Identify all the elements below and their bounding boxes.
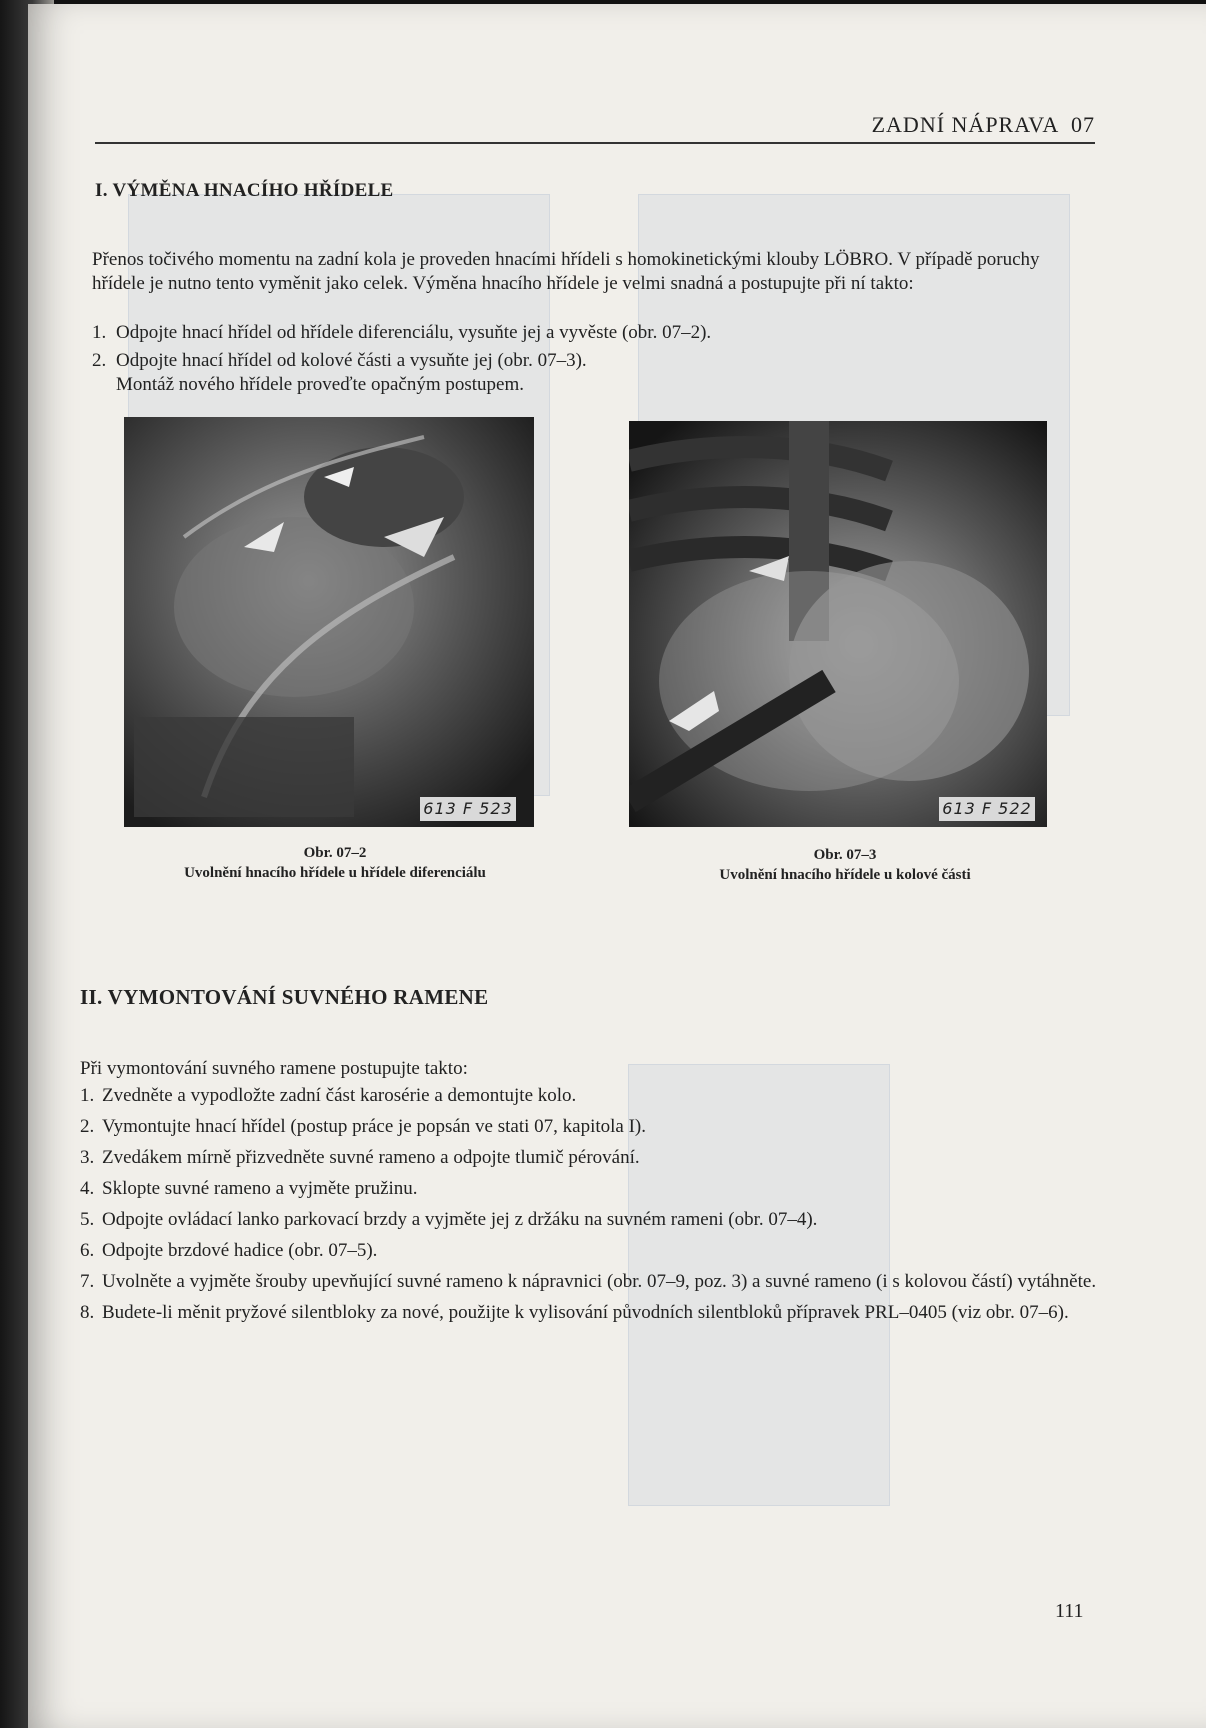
step-number: 1. <box>92 322 107 343</box>
step-text: Odpojte brzdové hadice (obr. 07–5). <box>102 1240 378 1261</box>
list-item <box>92 321 992 345</box>
list-item <box>80 1115 1105 1138</box>
running-header <box>95 112 1095 144</box>
figure-caption <box>130 843 540 883</box>
photo-illustration <box>124 417 534 827</box>
section2-intro: Při vymontování suvného ramene postupujte takto: <box>80 1058 468 1079</box>
step-text: Vymontujte hnací hřídel (postup práce je popsán ve stati 07, kapitola I). <box>102 1116 646 1137</box>
step-number: 8. <box>80 1302 95 1323</box>
section1-heading: I. VÝMĚNA HNACÍHO HŘÍDELE <box>95 180 394 201</box>
step-number: 2. <box>92 350 107 371</box>
figure-title: Obr. 07–2 <box>303 845 367 861</box>
step-number: 1. <box>80 1085 95 1106</box>
step-number: 4. <box>80 1178 95 1199</box>
list-item <box>80 1177 1105 1200</box>
photo-label: 613 F 522 <box>939 797 1035 821</box>
step-subtext: Montáž nového hřídele proveďte opačným postupem. <box>116 374 525 395</box>
step-number: 3. <box>80 1147 95 1168</box>
step-number: 2. <box>80 1116 95 1137</box>
step-number: 5. <box>80 1209 95 1230</box>
step-number: 7. <box>80 1271 95 1292</box>
step-text: Odpojte ovládací lanko parkovací brzdy a vyjměte jej z držáku na suvném rameni (obr. 07–4). <box>102 1209 818 1230</box>
step-text: Budete-li měnit pryžové silentbloky za nové, použijte k vylisování původních silentbloků přípravek PRL–0405 (viz obr. 07–6). <box>102 1302 1069 1323</box>
section2-heading: II. VYMONTOVÁNÍ SUVNÉHO RAMENE <box>80 985 489 1009</box>
step-text: Odpojte hnací hřídel od hřídele diferenciálu, vysuňte jej a vyvěste (obr. 07–2). <box>116 322 712 343</box>
figure-photo-wheel-hub <box>629 421 1047 827</box>
figure-caption-text: Uvolnění hnacího hřídele u hřídele diferenciálu <box>184 865 486 881</box>
step-text: Sklopte suvné rameno a vyjměte pružinu. <box>102 1178 418 1199</box>
list-item <box>80 1084 1105 1107</box>
list-item <box>80 1301 1105 1324</box>
list-item <box>80 1270 1105 1293</box>
step-text: Zvedákem mírně přizvedněte suvné rameno a odpojte tlumič pérování. <box>102 1147 640 1168</box>
photo-illustration <box>629 421 1047 827</box>
step-text: Odpojte hnací hřídel od kolové části a vysuňte jej (obr. 07–3). <box>116 350 587 371</box>
section1-paragraph: Přenos točivého momentu na zadní kola je proveden hnacími hřídeli s homokinetickými klouby LÖBRO. V případě poruchy hřídele je nutno tento vyměnit jako celek. Výměna hnacího hřídele je velmi snadná a postupujte při ní takto: <box>92 249 1040 294</box>
list-item <box>80 1146 1105 1169</box>
step-text: Zvedněte a vypodložte zadní část karosérie a demontujte kolo. <box>102 1085 577 1106</box>
photo-label: 613 F 523 <box>420 797 516 821</box>
step-text: Uvolněte a vyjměte šrouby upevňující suvné rameno k nápravnici (obr. 07–9, poz. 3) a suvné rameno (i s kolovou částí) vytáhněte. <box>102 1271 1097 1292</box>
figure-caption <box>640 845 1050 885</box>
step-number: 6. <box>80 1240 95 1261</box>
list-item <box>80 1239 1105 1262</box>
section1-steps <box>92 321 992 401</box>
section2-steps <box>80 1084 1105 1332</box>
header-title: ZADNÍ NÁPRAVA 07 <box>871 112 1095 137</box>
figure-caption-text: Uvolnění hnacího hřídele u kolové části <box>719 867 971 883</box>
figure-photo-differential <box>124 417 534 827</box>
figure-title: Obr. 07–3 <box>813 847 877 863</box>
list-item <box>92 349 992 397</box>
page-number: 111 <box>1055 1600 1084 1622</box>
list-item <box>80 1208 1105 1231</box>
